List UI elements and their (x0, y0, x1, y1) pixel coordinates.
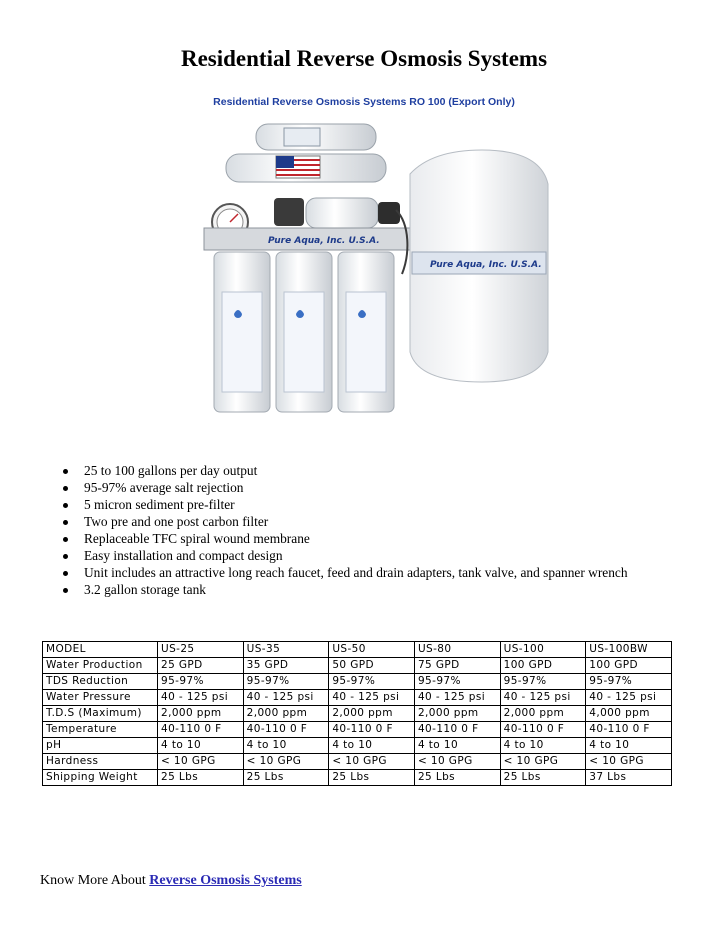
table-cell: 25 GPD (158, 658, 244, 674)
feature-item: 3.2 gallon storage tank (60, 581, 628, 598)
table-cell: 95-97% (586, 674, 672, 690)
feature-item: 25 to 100 gallons per day output (60, 462, 628, 479)
table-cell: 75 GPD (414, 658, 500, 674)
table-cell: 25 Lbs (500, 770, 586, 786)
feature-item: Replaceable TFC spiral wound membrane (60, 530, 628, 547)
table-row-header: Water Pressure (43, 690, 158, 706)
table-cell: < 10 GPG (586, 754, 672, 770)
table-cell: 35 GPD (243, 658, 329, 674)
table-cell: 2,000 ppm (500, 706, 586, 722)
table-row-header: MODEL (43, 642, 158, 658)
table-cell: 25 Lbs (243, 770, 329, 786)
table-cell: US-100 (500, 642, 586, 658)
table-cell: 95-97% (158, 674, 244, 690)
table-cell: 40-110 0 F (500, 722, 586, 738)
table-cell: < 10 GPG (329, 754, 415, 770)
table-cell: 50 GPD (329, 658, 415, 674)
table-cell: 95-97% (243, 674, 329, 690)
brand-label: Pure Aqua, Inc. U.S.A. (268, 236, 380, 246)
page-title: Residential Reverse Osmosis Systems (180, 46, 548, 71)
feature-list (60, 462, 628, 598)
table-cell: 40-110 0 F (586, 722, 672, 738)
table-row (43, 674, 672, 690)
table-cell: 2,000 ppm (329, 706, 415, 722)
reverse-osmosis-link[interactable]: Reverse Osmosis Systems (149, 873, 302, 888)
table-row-header: Temperature (43, 722, 158, 738)
table-cell: US-100BW (586, 642, 672, 658)
feature-item: 95-97% average salt rejection (60, 479, 628, 496)
table-cell: 2,000 ppm (414, 706, 500, 722)
table-row (43, 690, 672, 706)
table-cell: US-50 (329, 642, 415, 658)
table-cell: 4 to 10 (158, 738, 244, 754)
feature-item: Unit includes an attractive long reach faucet, feed and drain adapters, tank valve, and spanner wrench (60, 564, 628, 581)
table-row-header: Hardness (43, 754, 158, 770)
table-cell: 95-97% (414, 674, 500, 690)
table-cell: US-35 (243, 642, 329, 658)
table-cell: 40 - 125 psi (414, 690, 500, 706)
table-cell: 4 to 10 (243, 738, 329, 754)
table-row (43, 770, 672, 786)
table-cell: 4 to 10 (414, 738, 500, 754)
feature-item: Two pre and one post carbon filter (60, 513, 628, 530)
table-cell: 40 - 125 psi (329, 690, 415, 706)
feature-item: Easy installation and compact design (60, 547, 628, 564)
spec-table (42, 641, 672, 786)
footer (40, 873, 302, 889)
footer-prefix: Know More About (40, 873, 150, 888)
table-row-header: T.D.S (Maximum) (43, 706, 158, 722)
table-cell: 4 to 10 (586, 738, 672, 754)
table-cell: < 10 GPG (158, 754, 244, 770)
table-row-header: Shipping Weight (43, 770, 158, 786)
table-cell: 37 Lbs (586, 770, 672, 786)
table-cell: 2,000 ppm (158, 706, 244, 722)
ro-system-photo (196, 114, 568, 420)
table-cell: 25 Lbs (414, 770, 500, 786)
table-row-header: pH (43, 738, 158, 754)
table-row-header: Water Production (43, 658, 158, 674)
table-cell: < 10 GPG (414, 754, 500, 770)
table-cell: 100 GPD (500, 658, 586, 674)
table-cell: 40-110 0 F (414, 722, 500, 738)
table-row (43, 706, 672, 722)
table-cell: 40-110 0 F (243, 722, 329, 738)
table-cell: 40 - 125 psi (158, 690, 244, 706)
table-cell: 40 - 125 psi (243, 690, 329, 706)
table-cell: < 10 GPG (500, 754, 586, 770)
table-row (43, 642, 672, 658)
table-cell: 2,000 ppm (243, 706, 329, 722)
table-cell: 40-110 0 F (158, 722, 244, 738)
table-cell: 95-97% (329, 674, 415, 690)
feature-item: 5 micron sediment pre-filter (60, 496, 628, 513)
table-cell: US-25 (158, 642, 244, 658)
page-subtitle: Residential Reverse Osmosis Systems RO 100 (Export Only) (213, 96, 515, 108)
tank-label: Pure Aqua, Inc. U.S.A. (430, 260, 542, 270)
table-cell: 4,000 ppm (586, 706, 672, 722)
table-cell: 40 - 125 psi (586, 690, 672, 706)
table-cell: 100 GPD (586, 658, 672, 674)
table-cell: 40 - 125 psi (500, 690, 586, 706)
table-cell: 25 Lbs (158, 770, 244, 786)
table-row (43, 658, 672, 674)
table-cell: < 10 GPG (243, 754, 329, 770)
table-row (43, 722, 672, 738)
table-row-header: TDS Reduction (43, 674, 158, 690)
table-cell: 40-110 0 F (329, 722, 415, 738)
table-cell: 4 to 10 (329, 738, 415, 754)
table-cell: 95-97% (500, 674, 586, 690)
table-row (43, 754, 672, 770)
table-row (43, 738, 672, 754)
spec-table-body (43, 642, 672, 786)
table-cell: US-80 (414, 642, 500, 658)
table-cell: 4 to 10 (500, 738, 586, 754)
table-cell: 25 Lbs (329, 770, 415, 786)
